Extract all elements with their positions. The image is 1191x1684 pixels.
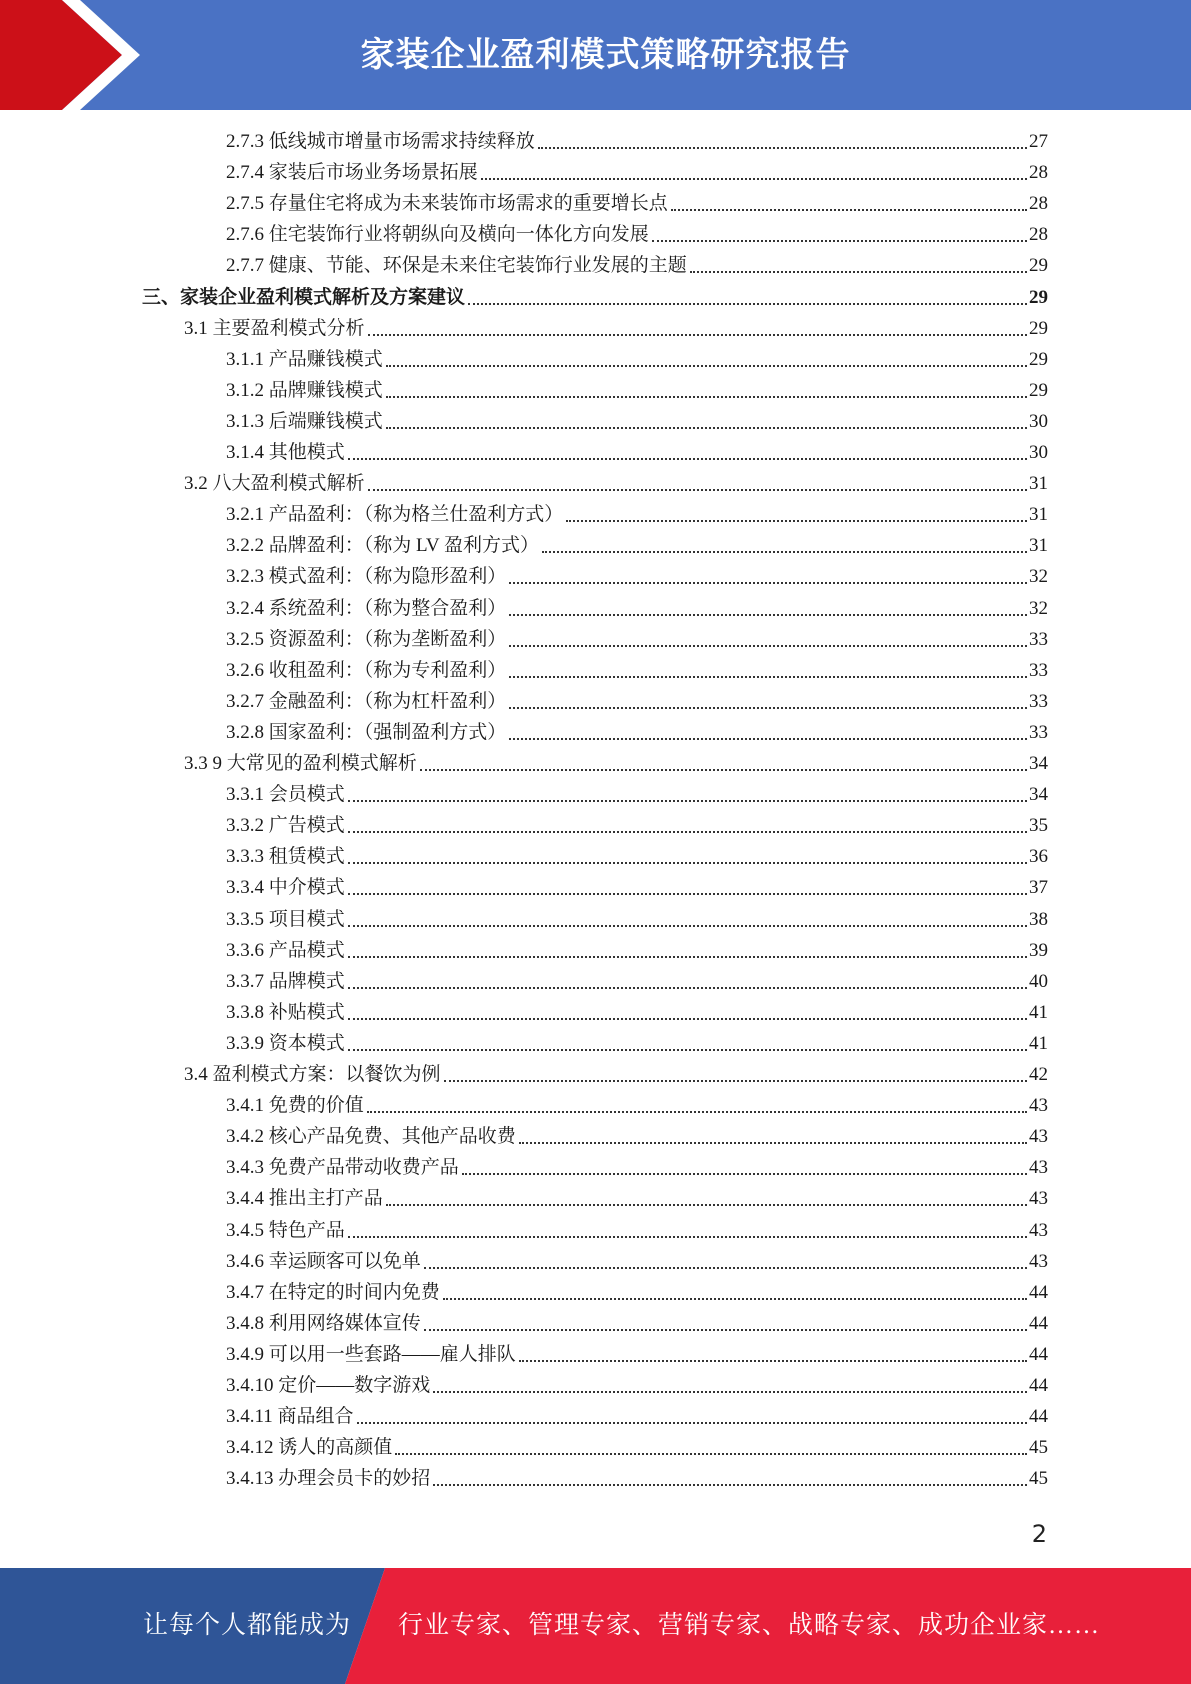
toc-entry-label: 2.7.4 家装后市场业务场景拓展: [226, 162, 478, 184]
report-title: 家装企业盈利模式策略研究报告: [360, 35, 851, 75]
toc-dot-leader: [348, 1018, 1027, 1020]
toc-entry[interactable]: [226, 1277, 1048, 1308]
toc-entry-label: 3.1.3 后端赚钱模式: [226, 410, 383, 432]
toc-dot-leader: [519, 1360, 1027, 1362]
toc-entry-label: 2.7.5 存量住宅将成为未来装饰市场需求的重要增长点: [226, 193, 668, 215]
toc-dot-leader: [468, 303, 1027, 305]
toc-entry-label: 3.1.2 品牌赚钱模式: [226, 379, 383, 401]
toc-entry-label: 3.4.4 推出主打产品: [226, 1188, 383, 1210]
toc-entry[interactable]: [226, 686, 1048, 717]
toc-entry-page: 28: [1029, 193, 1048, 215]
toc-entry-page: 38: [1029, 908, 1048, 930]
toc-entry-page: 43: [1029, 1157, 1048, 1179]
toc-dot-leader: [368, 334, 1027, 336]
toc-dot-leader: [444, 1080, 1027, 1082]
toc-entry-page: 44: [1029, 1281, 1048, 1303]
toc-entry-page: 35: [1029, 815, 1048, 837]
toc-entry[interactable]: [226, 779, 1048, 810]
toc-entry[interactable]: [226, 593, 1048, 624]
toc-entry-page: 30: [1029, 410, 1048, 432]
toc-dot-leader: [509, 645, 1027, 647]
toc-dot-leader: [509, 707, 1027, 709]
toc-entry-page: 34: [1029, 753, 1048, 774]
toc-entry-page: 43: [1029, 1219, 1048, 1241]
toc-entry-page: 41: [1029, 1032, 1048, 1054]
toc-dot-leader: [424, 1267, 1027, 1269]
toc-dot-leader: [368, 489, 1027, 491]
toc-entry[interactable]: [226, 872, 1048, 903]
toc-dot-leader: [519, 1142, 1027, 1144]
toc-entry[interactable]: [142, 282, 1048, 313]
toc-entry-label: 3.4.2 核心产品免费、其他产品收费: [226, 1126, 516, 1148]
toc-entry-page: 32: [1029, 597, 1048, 619]
toc-entry-page: 33: [1029, 628, 1048, 650]
toc-entry-label: 3.4.1 免费的价值: [226, 1095, 364, 1117]
toc-dot-leader: [443, 1298, 1027, 1300]
toc-entry-label: 3.4 盈利模式方案：以餐饮为例: [184, 1064, 441, 1085]
toc-entry-label: 3.3.3 租赁模式: [226, 846, 345, 868]
toc-entry-label: 3.4.12 诱人的高颜值: [226, 1437, 393, 1459]
toc-entry[interactable]: [226, 1339, 1048, 1370]
toc-entry-page: 31: [1029, 473, 1048, 495]
toc-entry-page: 31: [1029, 535, 1048, 557]
toc-entry[interactable]: [226, 1183, 1048, 1214]
toc-entry-label: 3.4.10 定价——数字游戏: [226, 1375, 431, 1396]
toc-entry-page: 43: [1029, 1126, 1048, 1148]
toc-entry-page: 43: [1029, 1095, 1048, 1117]
toc-entry[interactable]: [226, 1090, 1048, 1121]
toc-entry-page: 28: [1029, 224, 1048, 246]
toc-entry[interactable]: [226, 406, 1048, 437]
toc-entry-label: 3.2.2 品牌盈利：（称为 LV 盈利方式）: [226, 535, 539, 557]
toc-entry-label: 3.4.9 可以用一些套路——雇人排队: [226, 1343, 516, 1365]
toc-entry[interactable]: [226, 530, 1048, 561]
toc-entry-label: 3.1.1 产品赚钱模式: [226, 348, 383, 370]
toc-entry-label: 3.3.1 会员模式: [226, 784, 345, 806]
toc-entry[interactable]: [226, 841, 1048, 872]
toc-entry-label: 2.7.6 住宅装饰行业将朝纵向及横向一体化方向发展: [226, 224, 649, 246]
toc-dot-leader: [652, 240, 1027, 242]
toc-entry-page: 44: [1029, 1343, 1048, 1365]
page-header: [0, 0, 1191, 110]
toc-entry-label: 3.3.5 项目模式: [226, 908, 345, 930]
toc-dot-leader: [433, 1484, 1027, 1486]
toc-entry-page: 29: [1029, 317, 1048, 339]
toc-dot-leader: [348, 956, 1027, 958]
toc-entry[interactable]: [226, 810, 1048, 841]
toc-dot-leader: [348, 893, 1027, 895]
toc-entry[interactable]: [226, 437, 1048, 468]
toc-dot-leader: [542, 551, 1027, 553]
toc-dot-leader: [424, 1329, 1027, 1331]
toc-entry[interactable]: [226, 1215, 1048, 1246]
toc-entry-label: 三、家装企业盈利模式解析及方案建议: [142, 286, 466, 308]
toc-entry[interactable]: [226, 1463, 1048, 1494]
toc-entry-page: 45: [1029, 1468, 1048, 1490]
toc-dot-leader: [690, 271, 1027, 273]
toc-entry[interactable]: [226, 935, 1048, 966]
toc-entry-page: 42: [1029, 1064, 1048, 1085]
toc-entry[interactable]: [184, 468, 1048, 499]
toc-dot-leader: [509, 614, 1027, 616]
toc-entry-page: 34: [1029, 784, 1048, 806]
toc-entry-label: 3.2.6 收租盈利：（称为专利盈利）: [226, 659, 507, 681]
toc-entry-label: 3.4.3 免费产品带动收费产品: [226, 1157, 459, 1179]
toc-entry[interactable]: [184, 748, 1048, 779]
toc-entry[interactable]: [226, 655, 1048, 686]
toc-entry-label: 3.4.7 在特定的时间内免费: [226, 1281, 440, 1303]
toc-entry-label: 3.2 八大盈利模式解析: [184, 473, 365, 495]
toc-dot-leader: [433, 1391, 1027, 1393]
toc-dot-leader: [348, 1236, 1027, 1238]
toc-dot-leader: [386, 365, 1027, 367]
toc-entry[interactable]: [226, 188, 1048, 219]
toc-entry-page: 45: [1029, 1437, 1048, 1459]
toc-entry-page: 33: [1029, 690, 1048, 712]
toc-entry[interactable]: [184, 1059, 1048, 1090]
toc-entry[interactable]: [226, 1432, 1048, 1463]
toc-entry-label: 3.2.1 产品盈利：（称为格兰仕盈利方式）: [226, 504, 564, 526]
footer-slogan-left: 让每个人都能成为: [143, 1612, 352, 1639]
toc-dot-leader: [386, 1204, 1027, 1206]
toc-entry-label: 3.2.8 国家盈利：（强制盈利方式）: [226, 721, 507, 743]
toc-entry[interactable]: [226, 1401, 1048, 1432]
toc-entry-page: 43: [1029, 1188, 1048, 1210]
toc-entry-label: 3.4.11 商品组合: [226, 1406, 354, 1428]
toc-entry-page: 43: [1029, 1250, 1048, 1272]
toc-dot-leader: [420, 769, 1027, 771]
toc-dot-leader: [386, 396, 1027, 398]
toc-entry-page: 33: [1029, 721, 1048, 743]
toc-entry-label: 3.2.7 金融盈利：（称为杠杆盈利）: [226, 690, 507, 712]
toc-entry[interactable]: [226, 1028, 1048, 1059]
toc-entry[interactable]: [226, 1370, 1048, 1401]
toc-dot-leader: [509, 582, 1027, 584]
toc-entry-page: 31: [1029, 504, 1048, 526]
toc-entry-page: 33: [1029, 659, 1048, 681]
toc-entry[interactable]: [226, 561, 1048, 592]
toc-entry[interactable]: [226, 1121, 1048, 1152]
toc-dot-leader: [395, 1453, 1027, 1455]
toc-dot-leader: [509, 676, 1027, 678]
footer-slogan-right: 行业专家、管理专家、营销专家、战略专家、成功企业家……: [398, 1612, 1101, 1639]
toc-entry[interactable]: [226, 904, 1048, 935]
toc-entry[interactable]: [226, 1308, 1048, 1339]
toc-entry[interactable]: [226, 499, 1048, 530]
toc-entry-label: 3.4.13 办理会员卡的妙招: [226, 1468, 431, 1490]
toc-entry-label: 3.3.8 补贴模式: [226, 1001, 345, 1023]
toc-entry-page: 29: [1029, 286, 1048, 308]
toc-entry[interactable]: [226, 157, 1048, 188]
toc-entry-page: 40: [1029, 970, 1048, 992]
toc-entry-page: 44: [1029, 1312, 1048, 1334]
toc-entry-label: 3.1 主要盈利模式分析: [184, 317, 365, 339]
toc-entry-label: 3.4.5 特色产品: [226, 1219, 345, 1241]
toc-entry[interactable]: [226, 1246, 1048, 1277]
toc-entry-page: 37: [1029, 877, 1048, 899]
toc-entry-page: 41: [1029, 1001, 1048, 1023]
toc-entry-label: 3.3 9 大常见的盈利模式解析: [184, 753, 417, 774]
toc-dot-leader: [481, 178, 1027, 180]
toc-entry-label: 3.4.6 幸运顾客可以免单: [226, 1250, 421, 1272]
toc-dot-leader: [357, 1422, 1027, 1424]
toc-dot-leader: [509, 738, 1027, 740]
toc-entry-page: 44: [1029, 1375, 1048, 1396]
toc-entry-page: 28: [1029, 162, 1048, 184]
toc-dot-leader: [348, 925, 1027, 927]
toc-dot-leader: [348, 831, 1027, 833]
toc-entry-label: 3.3.9 资本模式: [226, 1032, 345, 1054]
toc-entry-label: 3.1.4 其他模式: [226, 442, 345, 463]
toc-entry-label: 3.2.4 系统盈利：（称为整合盈利）: [226, 597, 507, 619]
toc-entry-label: 3.3.6 产品模式: [226, 939, 345, 961]
toc-entry[interactable]: [226, 375, 1048, 406]
toc-dot-leader: [566, 520, 1027, 522]
toc-entry[interactable]: [226, 997, 1048, 1028]
toc-entry[interactable]: [226, 624, 1048, 655]
toc-entry-page: 29: [1029, 348, 1048, 370]
toc-dot-leader: [538, 147, 1027, 149]
toc-entry-label: 3.3.4 中介模式: [226, 877, 345, 899]
toc-entry-label: 2.7.3 低线城市增量市场需求持续释放: [226, 131, 535, 152]
toc-entry-page: 27: [1029, 131, 1048, 152]
toc-entry-label: 2.7.7 健康、节能、环保是未来住宅装饰行业发展的主题: [226, 255, 687, 277]
toc-entry[interactable]: [226, 250, 1048, 281]
toc-dot-leader: [348, 458, 1027, 460]
toc-entry[interactable]: [184, 313, 1048, 344]
toc-entry[interactable]: [226, 1152, 1048, 1183]
toc-entry[interactable]: [226, 219, 1048, 250]
toc-entry-label: 3.2.3 模式盈利：（称为隐形盈利）: [226, 566, 507, 588]
toc-dot-leader: [367, 1111, 1027, 1113]
toc-dot-leader: [348, 987, 1027, 989]
toc-entry-page: 44: [1029, 1406, 1048, 1428]
toc-entry-page: 39: [1029, 939, 1048, 961]
toc-entry-page: 30: [1029, 442, 1048, 463]
toc-entry-label: 3.3.7 品牌模式: [226, 970, 345, 992]
toc-entry-page: 29: [1029, 379, 1048, 401]
toc-entry-page: 32: [1029, 566, 1048, 588]
toc-entry[interactable]: [226, 126, 1048, 157]
toc-entry[interactable]: [226, 966, 1048, 997]
toc-dot-leader: [386, 427, 1027, 429]
page-number: 2: [1031, 1520, 1047, 1548]
toc-entry[interactable]: [226, 344, 1048, 375]
toc-dot-leader: [348, 800, 1027, 802]
toc-dot-leader: [671, 209, 1027, 211]
toc-entry-label: 3.2.5 资源盈利：（称为垄断盈利）: [226, 628, 507, 650]
toc-entry-page: 29: [1029, 255, 1048, 277]
toc-dot-leader: [462, 1173, 1027, 1175]
toc-entry[interactable]: [226, 717, 1048, 748]
toc-dot-leader: [348, 1049, 1027, 1051]
page-footer: [0, 1568, 1191, 1684]
toc-entry-page: 36: [1029, 846, 1048, 868]
toc-entry-label: 3.4.8 利用网络媒体宣传: [226, 1312, 421, 1334]
toc-entry-label: 3.3.2 广告模式: [226, 815, 345, 837]
toc-dot-leader: [348, 862, 1027, 864]
